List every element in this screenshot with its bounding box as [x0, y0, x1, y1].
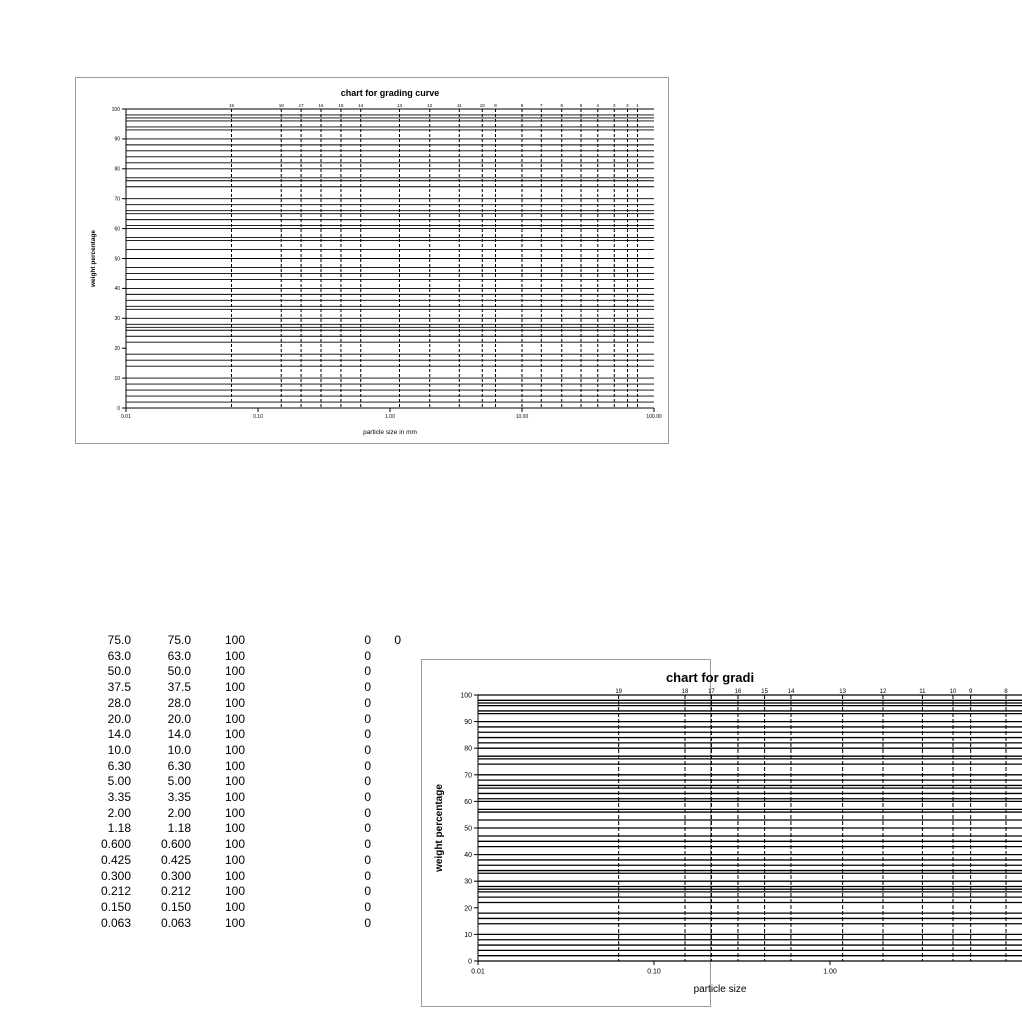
table-cell: 100: [224, 899, 245, 914]
table-cell: 0.300: [100, 868, 131, 883]
sieve-label: 9: [494, 103, 497, 108]
table-cell: 37.5: [107, 680, 131, 695]
table-row: [92, 852, 392, 868]
table-cell: 3.35: [107, 790, 131, 804]
table-cell: 0: [364, 884, 371, 899]
y-tick-label: 80: [464, 745, 472, 753]
sieve-label: 11: [919, 689, 926, 695]
sieve-label: 8: [1004, 689, 1008, 695]
table-cell: 100: [224, 664, 245, 679]
table-cell: 0: [364, 774, 371, 789]
chart-title: chart for gradi: [665, 670, 755, 685]
sieve-label: 16: [318, 103, 324, 108]
x-tick-label: 100.00: [646, 414, 662, 420]
table-cell: 0: [364, 868, 371, 883]
table-row: [92, 648, 392, 664]
sieve-label: 19: [615, 689, 623, 695]
table-cell-extra: 0: [394, 633, 401, 647]
table-cell: 0.150: [100, 899, 131, 914]
sieve-label: 10: [479, 103, 485, 108]
sieve-label: 18: [278, 103, 284, 108]
table-cell: 37.5: [167, 680, 191, 695]
table-cell: 6.30: [107, 758, 131, 773]
table-cell: 0.063: [100, 915, 131, 930]
table-cell: 63.0: [167, 648, 191, 663]
y-tick-label: 60: [464, 798, 472, 806]
table-cell: 0.212: [160, 884, 191, 899]
table-cell: 5.00: [167, 774, 191, 789]
x-axis-label: particle size in mm: [363, 429, 417, 436]
table-cell: 50.0: [167, 664, 191, 679]
x-tick-label: 1.00: [823, 968, 837, 976]
sieve-label: 2: [626, 103, 629, 108]
x-tick-label: 1.00: [385, 414, 395, 420]
sieve-label: 4: [596, 103, 600, 108]
sieve-label: 17: [298, 103, 304, 108]
table-row: [92, 758, 392, 774]
sieve-label: 14: [358, 103, 364, 108]
table-cell: 100: [224, 915, 245, 930]
x-tick-label: 0.01: [121, 414, 131, 420]
table-cell: 0: [364, 742, 371, 757]
table-cell: 0.425: [160, 852, 191, 867]
sieve-label: 7: [540, 103, 543, 108]
x-tick-label: 0.10: [647, 968, 661, 976]
table-row: [92, 789, 392, 805]
table-cell: 1.18: [167, 821, 191, 836]
table-cell: 100: [224, 711, 245, 726]
sieve-label: 16: [734, 689, 742, 695]
table-row: [92, 868, 392, 884]
table-cell: 0.212: [100, 884, 131, 899]
sieve-label: 14: [787, 689, 795, 695]
table-cell: 75.0: [107, 633, 131, 647]
table-row: [92, 695, 392, 711]
y-tick-label: 10: [114, 375, 120, 382]
table-cell: 100: [224, 680, 245, 695]
x-tick-label: 0.01: [471, 968, 485, 976]
y-axis-label: weight percentage: [90, 229, 97, 288]
grading-chart-zoomed: [421, 659, 1008, 1007]
y-tick-label: 10: [464, 931, 472, 939]
table-cell: 100: [224, 695, 245, 710]
table-cell: 2.00: [107, 805, 131, 820]
table-cell: 0: [364, 790, 371, 804]
table-cell: 0: [364, 837, 371, 852]
y-tick-label: 60: [114, 226, 120, 233]
table-cell: 100: [224, 774, 245, 789]
table-cell: 0: [364, 899, 371, 914]
table-row: [92, 632, 401, 648]
table-cell: 28.0: [107, 695, 131, 710]
table-cell: 50.0: [107, 664, 131, 679]
y-tick-label: 20: [464, 905, 472, 913]
table-cell: 6.30: [167, 758, 191, 773]
table-cell: 0: [364, 648, 371, 663]
y-tick-label: 100: [111, 106, 120, 113]
table-cell: 0: [364, 633, 371, 647]
table-row: [92, 805, 392, 821]
y-tick-label: 80: [114, 166, 120, 173]
table-cell: 0: [364, 852, 371, 867]
table-row: [92, 726, 392, 742]
table-cell: 3.35: [167, 790, 191, 804]
table-cell: 14.0: [107, 727, 131, 742]
sieve-label: 11: [456, 103, 462, 108]
sieve-label: 13: [839, 689, 846, 695]
sieve-label: 8: [520, 103, 524, 108]
x-tick-label: 0.10: [253, 414, 263, 420]
y-tick-label: 0: [117, 405, 120, 412]
y-tick-label: 100: [460, 692, 472, 700]
table-cell: 0: [364, 915, 371, 930]
table-cell: 0.600: [100, 837, 131, 852]
table-row: [92, 915, 392, 931]
table-cell: 0.300: [160, 868, 191, 883]
table-cell: 100: [224, 821, 245, 836]
table-cell: 100: [224, 884, 245, 899]
table-cell: 0: [364, 664, 371, 679]
table-cell: 0: [364, 695, 371, 710]
table-cell: 2.00: [167, 805, 191, 820]
grading-chart-main-svg: [76, 78, 670, 445]
table-cell: 0: [364, 758, 371, 773]
table-cell: 100: [224, 837, 245, 852]
table-row: [92, 899, 392, 915]
y-tick-label: 20: [114, 345, 120, 352]
sieve-label: 13: [396, 103, 402, 108]
table-cell: 28.0: [167, 695, 191, 710]
table-cell: 100: [224, 727, 245, 742]
table-cell: 0.063: [160, 915, 191, 930]
table-cell: 0: [364, 805, 371, 820]
table-cell: 10.0: [107, 742, 131, 757]
table-cell: 100: [224, 742, 245, 757]
chart-title: chart for grading curve: [340, 88, 440, 98]
x-tick-label: 10.00: [515, 414, 529, 420]
y-tick-label: 40: [114, 286, 120, 293]
table-cell: 63.0: [107, 648, 131, 663]
y-tick-label: 90: [464, 719, 472, 727]
table-cell: 20.0: [107, 711, 131, 726]
table-cell: 20.0: [167, 711, 191, 726]
table-cell: 75.0: [167, 633, 191, 647]
grading-chart-zoomed-svg: [422, 660, 1022, 1008]
table-cell: 100: [224, 790, 245, 804]
y-tick-label: 70: [114, 196, 120, 203]
sieve-label: 12: [879, 689, 887, 695]
sieve-label: 18: [681, 689, 689, 695]
y-axis-label: weight percentage: [434, 784, 445, 872]
table-cell: 100: [224, 852, 245, 867]
table-row: [92, 663, 392, 679]
table-row: [92, 820, 392, 836]
table-cell: 0.600: [160, 837, 191, 852]
table-cell: 14.0: [167, 727, 191, 742]
sieve-label: 12: [427, 103, 433, 108]
y-tick-label: 50: [464, 825, 472, 833]
table-row: [92, 742, 392, 758]
x-axis-label: particle size: [693, 984, 747, 995]
table-row: [92, 836, 392, 852]
grading-chart-main: [75, 77, 669, 444]
table-cell: 100: [224, 868, 245, 883]
sieve-label: 5: [579, 103, 583, 108]
table-cell: 0.425: [100, 852, 131, 867]
table-cell: 5.00: [107, 774, 131, 789]
sieve-label: 6: [560, 103, 563, 108]
sieve-label: 17: [708, 689, 715, 695]
table-cell: 100: [224, 758, 245, 773]
table-cell: 100: [224, 633, 245, 647]
table-cell: 0: [364, 821, 371, 836]
table-cell: 0: [364, 711, 371, 726]
sieve-label: 15: [761, 689, 768, 695]
table-row: [92, 679, 392, 695]
table-cell: 0.150: [160, 899, 191, 914]
table-cell: 10.0: [167, 742, 191, 757]
table-row: [92, 773, 392, 789]
sieve-label: 19: [229, 103, 235, 108]
sieve-label: 1: [636, 103, 639, 108]
sieve-label: 9: [969, 689, 973, 695]
y-tick-label: 70: [464, 772, 472, 780]
y-tick-label: 30: [114, 316, 120, 323]
table-row: [92, 711, 392, 727]
y-tick-label: 90: [114, 136, 120, 143]
sieve-label: 10: [949, 689, 957, 695]
sieve-label: 3: [613, 103, 616, 108]
y-tick-label: 50: [114, 256, 120, 263]
table-cell: 100: [224, 648, 245, 663]
sieve-label: 15: [338, 103, 344, 108]
table-cell: 0: [364, 680, 371, 695]
y-tick-label: 30: [464, 878, 472, 886]
table-row: [92, 883, 392, 899]
table-cell: 0: [364, 727, 371, 742]
table-cell: 1.18: [107, 821, 131, 836]
y-tick-label: 40: [464, 852, 472, 860]
y-tick-label: 0: [468, 958, 472, 966]
table-cell: 100: [224, 805, 245, 820]
